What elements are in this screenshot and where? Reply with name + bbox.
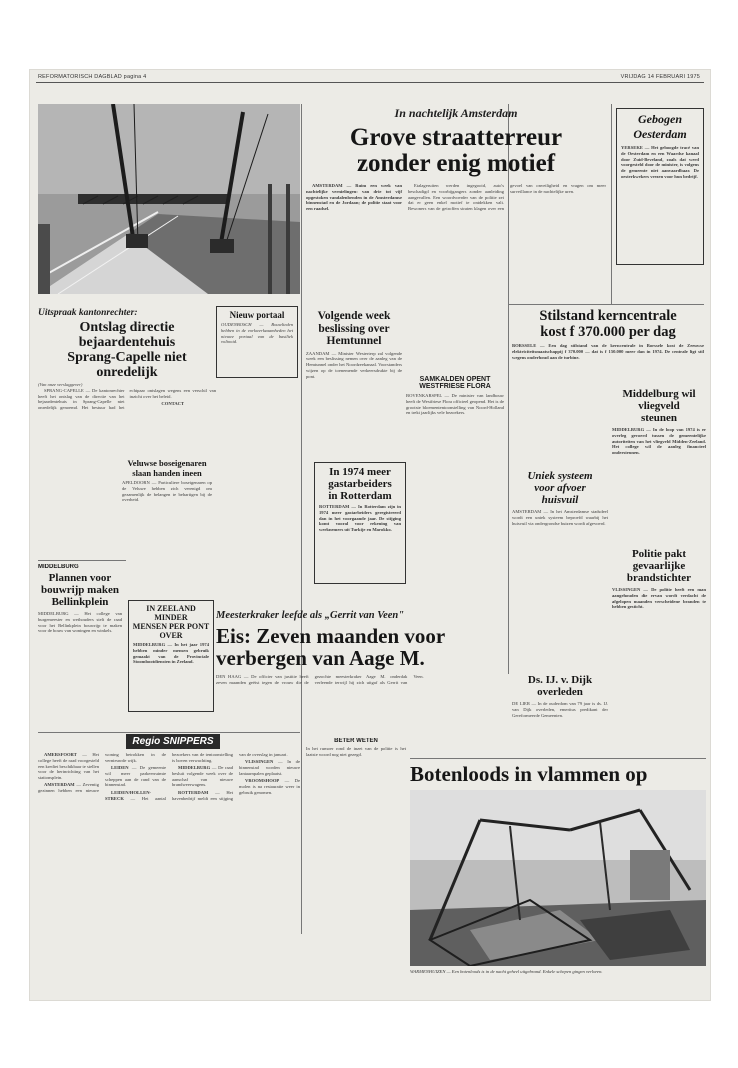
uniek-title-line1: Uniek systeem (527, 470, 593, 482)
masthead-rule (36, 82, 704, 83)
regio-item: AMERSFOORT — Het college heeft de raad voorgesteld een krediet beschikbaar te stellen voor de herinrichting van het stationsplein. (38, 752, 99, 781)
gastarbeiders-body: ROTTERDAM — In Rotterdam zijn in 1974 meer gastarbeiders geregistreerd dan in het voorgaande jaar. De stijging komt vooral voor rekening van werknemers uit Turkije en Marokko. (319, 504, 401, 533)
zeeland-title-line3: OVER (159, 631, 183, 640)
dijk-article (512, 674, 608, 754)
regio-item: MIDDELBURG — De raad besluit volgende week over de aanschaf van nieuwe brandweerwagens. (172, 765, 233, 788)
gastarbeiders-title-line2: gastarbeiders (328, 478, 392, 490)
section-rule (38, 560, 126, 561)
hemtunnel-title-line1: Volgende week (317, 310, 391, 322)
portaal-title: Nieuw portaal (229, 310, 285, 320)
bellinkplein-region: MIDDELBURG (38, 564, 79, 570)
westfriese-body: BOVENKARSPEL — De minister van landbouw heeft de Westfriese Flora officieel geopend. Het is de grootste bloemententoonstelling van Noord-Holland en trekt jaarlijks vele bezoekers. (406, 393, 504, 416)
zeeland-title-line2: MENSEN PER PONT (132, 622, 210, 631)
ontslag-title-line1: Ontslag directie bejaardentehuis (78, 320, 176, 350)
portaal-body: OUDENBOSCH — Bouwlieden hebben in de vorkwerkzaamheden het nieuwe portaal van de basiliek voltooid. (221, 322, 293, 345)
gastarbeiders-box (314, 462, 406, 584)
dijk-title-line2: overleden (537, 686, 583, 698)
regio-item-text: Het havenbedrijf meldt een stijging van de overslag in januari. (172, 752, 288, 801)
ontslag-body: SPRANG-CAPELLE — De kantonrechter heeft het ontslag van de directie van het bejaardentehuis in Sprang-Capelle niet onredelijk genoemd. Het bestuur had het echtpaar ontslagen wegens een verschil van inzicht over het beleid. (38, 387, 216, 411)
politie-title-line2: gevaarlijke (632, 560, 686, 572)
regio-item: LEIDEN/HOLLEN-STRECK — Het aantal bezoekers van de tentoonstelling is boven verwachting. (105, 752, 233, 801)
bellinkplein-title-line3: Bellinkplein (51, 596, 109, 608)
uniek-title-line2: voor afvoer (534, 482, 586, 494)
regio-item: AMSTERDAM — Zeventig gezinnen hebben een nieuwe woning betrokken in de vernieuwde wijk. (38, 752, 166, 794)
masthead-right: VRIJDAG 14 FEBRUARI 1975 (620, 74, 700, 80)
regio-item-place: AMSTERDAM (44, 782, 75, 788)
bellinkplein-body: MIDDELBURG — Het college van burgemeester en wethouders stelt de raad voor het Bellinkplein bouwrijp te maken voor de bouw van woningen en winkels. (38, 611, 122, 634)
section-rule (38, 732, 300, 733)
amsterdam-title-line1: Grove straatterreur (349, 124, 563, 151)
meesterkraker-title-line2: verbergen van Aage M. (216, 646, 425, 670)
westfriese-title-line2: WESTFRIESE FLORA (419, 383, 491, 390)
beter-weten-title: BETER WETEN (334, 738, 378, 744)
amsterdam-kicker: In nachtelijk Amsterdam (394, 106, 518, 120)
hemtunnel-title-line3: Hemtunnel (326, 335, 382, 347)
meesterkraker-kicker: Meesterkraker leefde als „Gerrit van Veen" (216, 610, 405, 621)
botenloods-photo-svg (410, 790, 706, 966)
regio-item-place: AMERSFOORT (44, 752, 77, 757)
section-rule (508, 304, 704, 305)
masthead-left: REFORMATORISCH DAGBLAD pagina 4 (38, 74, 147, 80)
veluwse-title-line2: slaan handen ineen (132, 468, 202, 478)
veluwse-title-line1: Veluwse boseigenaren (127, 458, 207, 468)
botenloods-title: Botenloods in vlammen op (410, 762, 648, 786)
regio-item-text: De raad besluit volgende week over de aanschaf van nieuwe brandweerwagens. (172, 765, 233, 788)
regio-item: LEIDEN — De gemeente wil meer parkeerruimte scheppen aan de rand van de binnenstad. (105, 765, 166, 788)
zeeland-title-line1: IN ZEELAND MINDER (146, 604, 196, 622)
stilstand-body: BORSSELE — Een dag stilstand van de kerncentrale in Borssele kost de Zeeuwse elektriciteitsmaatschappij f 370.000 — dat is f 150.000 meer dan in 1974. De centrale ligt stil wegens onderhoud aan de turbine. (512, 343, 704, 360)
dijk-title-line1: Ds. IJ. v. Dijk (527, 674, 593, 686)
zeeland-body: MIDDELBURG — In het jaar 1974 hebben minder mensen gebruik gemaakt van de Provinciale Stoombootdiensten in Zeeland. (133, 642, 209, 665)
dijk-body: DE LIER — In de ouderdom van 79 jaar is ds. IJ. van Dijk overleden, emeritus predikant der Gereformeerde Gemeenten. (512, 701, 608, 718)
uniek-article (512, 470, 608, 610)
oesterdam-box (616, 108, 704, 265)
amsterdam-article (306, 104, 606, 304)
stilstand-title-line1: Stilstand kerncentrale (539, 308, 677, 324)
crane-photo-svg (38, 104, 300, 294)
ontslag-byline: (Van onze verslaggever) (38, 382, 83, 387)
regio-item-place: MIDDELBURG (178, 765, 211, 771)
meesterkraker-article (216, 610, 506, 720)
regio-snippers-columns (38, 752, 300, 992)
regio-item-place: LEIDEN/HOLLEN-STRECK (105, 789, 152, 801)
regio-item-place: LEIDEN (111, 765, 129, 771)
regio-item-place: VLISSINGEN (245, 759, 274, 765)
westfriese-article (406, 376, 504, 496)
stilstand-title-line2: kost f 370.000 per dag (540, 324, 676, 340)
amsterdam-body (306, 183, 606, 303)
zeeland-box (128, 600, 214, 712)
column-divider (611, 104, 612, 304)
hemtunnel-article (306, 310, 402, 460)
oesterdam-title-line1: Gebogen (638, 112, 682, 126)
beter-weten-body: In het rumoer rond de inzet van de politie is het laatste woord nog niet gezegd. (306, 746, 406, 757)
regio-snippers-banner: Regio SNIPPERS (126, 734, 220, 749)
bellinkplein-article (38, 564, 122, 734)
vliegveld-body: MIDDELBURG — In de loop van 1974 is er overleg gevoerd tussen de gemeentelijke autoriteiten van het vliegveld Midden-Zeeland. Het college wil de aanleg financieel ondersteunen. (612, 427, 706, 456)
ontslag-columns (38, 388, 216, 458)
vliegveld-article (612, 388, 706, 538)
amsterdam-title-line2: zonder enig motief (356, 150, 556, 177)
bellinkplein-title-line1: Plannen voor (48, 572, 112, 584)
ontslag-title-line2: Sprang-Capelle niet onredelijk (67, 350, 187, 380)
botenloods-caption: WARMENHUIZEN — Een botenloods is in de nacht geheel uitgebrand. Enkele schepen gingen verloren. (410, 969, 603, 974)
crane-bridge-photo (38, 104, 300, 294)
amsterdam-lead: AMSTERDAM — Ruim een week van nachtelijke vernielingen: van drie tot vijf opgestoken vandalenbenden in de Amsterdamse binnenstad en de Jordaan; de politie staat voor een raadsel. (306, 183, 402, 212)
bellinkplein-title-line2: bouwrijp maken (41, 584, 119, 596)
uniek-body: AMSTERDAM — In het Amsterdamse stadsdeel wordt een uniek systeem beproefd waarbij het huisvuil via ondergrondse buizen wordt afgevoerd. (512, 509, 608, 526)
column-divider (301, 104, 302, 934)
veluwse-body: APELDOORN — Particuliere boseigenaren op de Veluwe hebben zich verenigd om gezamenlijk de belangen te behartigen bij de overheid. (122, 480, 212, 503)
uniek-title-line3: huisvuil (541, 494, 579, 506)
veluwse-article (122, 458, 212, 598)
regio-item-text: Het aantal bezoekers van de tentoonstelling is boven verwachting. (141, 752, 233, 801)
regio-item-text: Het college heeft de raad voorgesteld een krediet beschikbaar te stellen voor de herinrichting van het stationsplein. (38, 752, 99, 781)
gastarbeiders-title-line1: In 1974 meer (329, 466, 391, 478)
regio-item-text: De gemeente wil meer parkeerruimte scheppen aan de rand van de binnenstad. (105, 765, 166, 788)
regio-item: ROTTERDAM — Het havenbedrijf meldt een stijging van de overslag in januari. (172, 752, 288, 801)
politie-title-line3: brandstichter (626, 572, 692, 584)
vliegveld-title-line2: vliegveld (638, 400, 680, 412)
regio-item-text: De molen is na restauratie weer in gebruik genomen. (239, 778, 300, 795)
meesterkraker-title-line1: Eis: Zeven maanden voor (216, 624, 446, 648)
vliegveld-title-line3: steunen (640, 412, 678, 424)
westfriese-title-line1: SAMKALDEN OPENT (419, 376, 491, 383)
politie-body: VLISSINGEN — De politie heeft een man aangehouden die ervan wordt verdacht de afgelopen maanden verscheidene branden te hebben gesticht. (612, 587, 706, 610)
regio-item-text: In de binnenstad worden nieuwe lantaarnpalen geplaatst. (239, 759, 300, 776)
politie-title-line1: Politie pakt (631, 548, 687, 560)
politie-article (612, 548, 706, 668)
regio-item-place: VROOMSHOOP (245, 778, 280, 784)
regio-item-text: Zeventig gezinnen hebben een nieuwe woning betrokken in de vernieuwde wijk. (38, 752, 166, 794)
stilstand-article (512, 308, 704, 386)
oesterdam-title-line2: Oesterdam (633, 127, 687, 141)
vliegveld-title-line1: Middelburg wil (622, 388, 696, 400)
section-rule (410, 758, 706, 759)
ontslag-subhead: CONTACT (161, 400, 185, 406)
gastarbeiders-title-line3: in Rotterdam (328, 490, 392, 502)
portaal-box (216, 306, 298, 378)
ontslag-kicker: Uitspraak kantonrechter: (38, 308, 138, 318)
newspaper-page (30, 70, 710, 1000)
meesterkraker-body: DEN HAAG — De officier van justitie heeft zeven maanden geëist tegen de vrouw die de gezochte meesterkraker Aage M. onderdak verleende terwijl hij zich uitgaf als Gerrit van Veen. (216, 674, 424, 685)
regio-item: VROOMSHOOP — De molen is na restauratie weer in gebruik genomen. (239, 778, 300, 795)
botenloods-photo (410, 790, 706, 966)
oesterdam-body: YERSEKE — Het geboogde tracé van de Oesterdam en een Waardse kanaal door Zuid-Beveland, zoals dat werd voorgesteld door de minister, is volgens de gemeente niet aanvaardbaar. De oesterkwekers vrezen voor hun bedrijf. (621, 145, 699, 179)
ontslag-article (38, 308, 216, 458)
hemtunnel-title-line2: beslissing over (318, 322, 390, 335)
hemtunnel-body: ZAANDAM — Minister Westerterp zal volgende week een beslissing nemen over de aanleg van de Hemtunnel onder het Noordzeekanaal. Voorstanders wijzen op de toenemende verkeersdrukte bij de pont. (306, 350, 402, 379)
regio-item: VLISSINGEN — In de binnenstad worden nieuwe lantaarnpalen geplaatst. (239, 759, 300, 776)
amsterdam-body-text: Etalageruiten werden ingegooid, auto's beschadigd en voorbijgangers zonder aanleiding aangevallen. Een woordvoerder van de politie zei dat er geen enkel motief te ontdekken valt. Bewoners van de getroffen straten klagen over een gevoel van onveiligheid en vragen om meer surveillance in de nachtelijke uren. (408, 183, 606, 212)
regio-item-place: ROTTERDAM (178, 789, 209, 795)
beter-weten-article (306, 738, 406, 988)
